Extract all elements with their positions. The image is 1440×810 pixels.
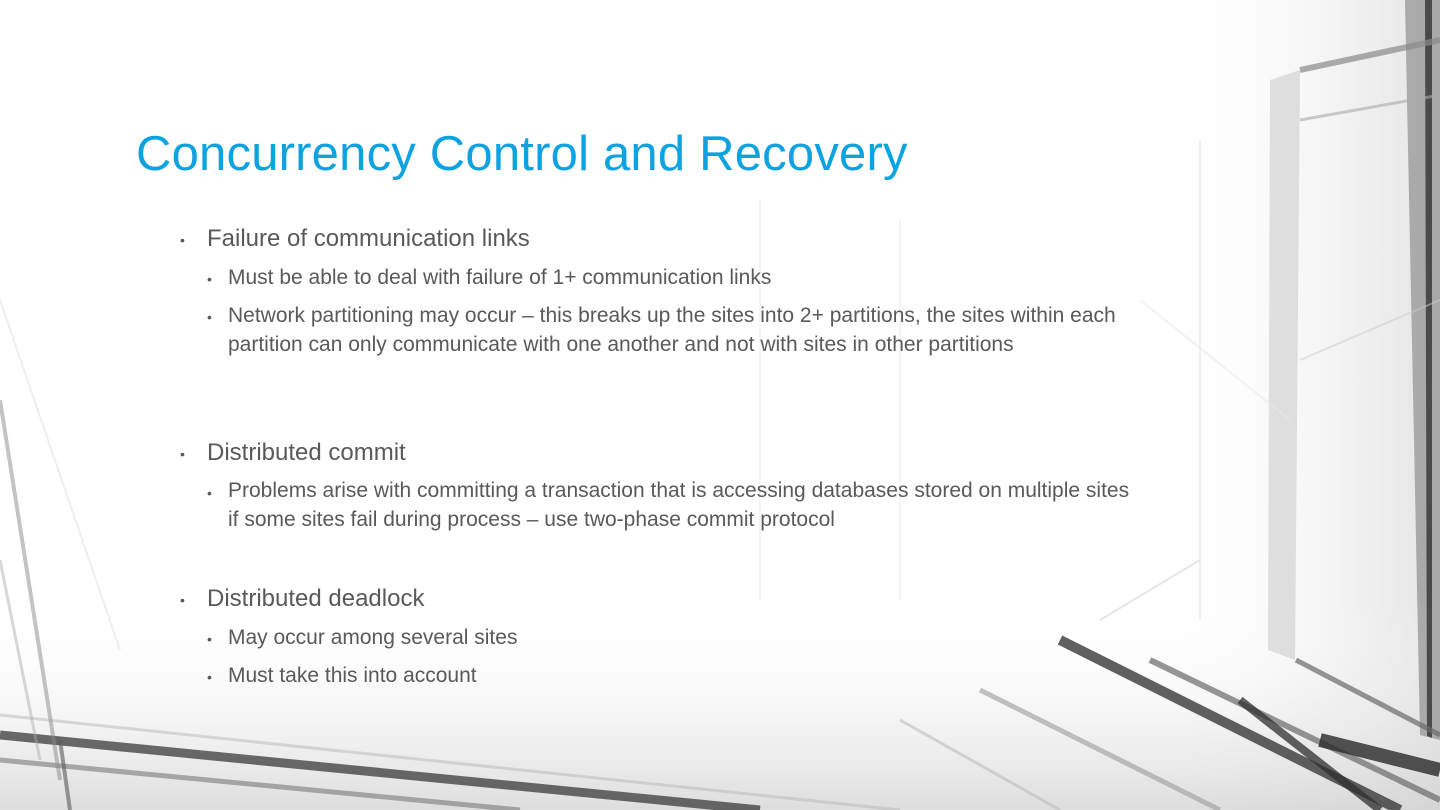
bullet-icon: • (207, 669, 212, 685)
bullet-icon: • (180, 446, 185, 462)
bullet-level1: Distributed deadlock (207, 585, 425, 612)
slide-title: Concurrency Control and Recovery (136, 127, 908, 181)
bullet-icon: • (207, 485, 212, 501)
bullet-icon: • (207, 309, 212, 325)
bullet-icon: • (207, 271, 212, 287)
bullet-level2: Network partitioning may occur – this breaks up the sites into 2+ partitions, the sites within each partition can only communicate with one another and not with sites in other partitions (228, 304, 1116, 356)
bullet-level2: Must take this into account (228, 664, 477, 687)
bullet-icon: • (207, 631, 212, 647)
bullet-icon: • (180, 232, 185, 248)
bullet-level1: Distributed commit (207, 439, 406, 466)
bullet-level2: Problems arise with committing a transaction that is accessing databases stored on multiple sites if some sites fail during process – use two-phase commit protocol (228, 479, 1130, 531)
bullet-icon: • (180, 592, 185, 608)
bullet-level2: May occur among several sites (228, 626, 518, 649)
bullet-level2: Must be able to deal with failure of 1+ communication links (228, 266, 772, 289)
bullet-level1: Failure of communication links (207, 225, 530, 252)
